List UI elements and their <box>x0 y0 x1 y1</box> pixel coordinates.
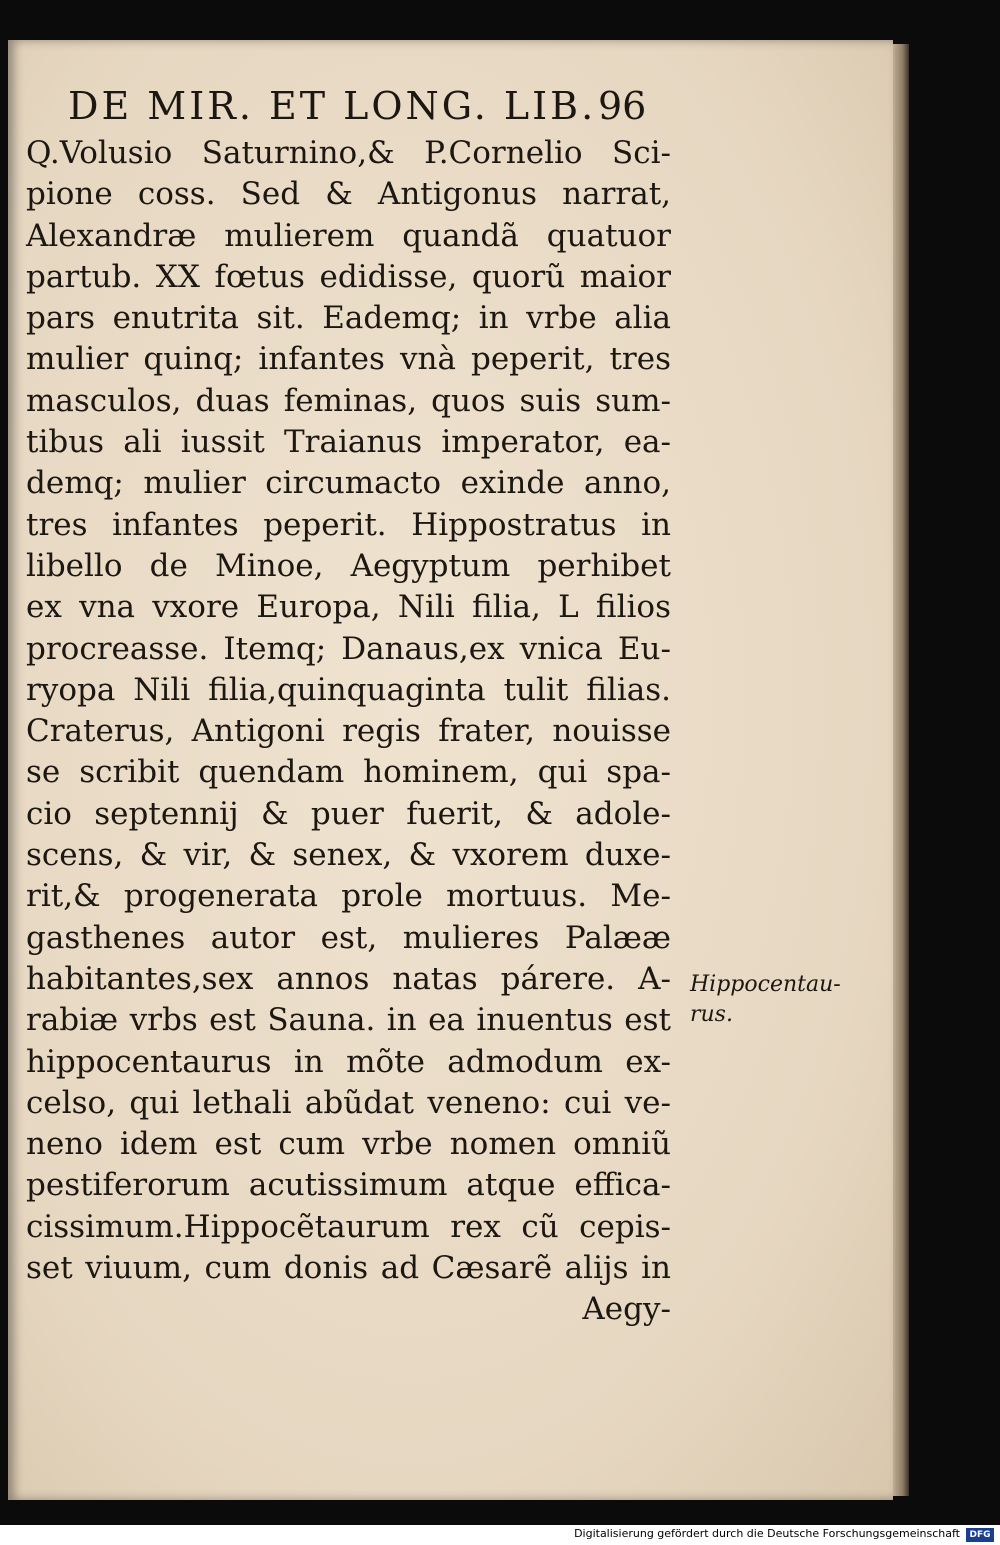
text-line: procreasse. Itemq; Danaus,ex vnica Eu- <box>26 630 671 667</box>
marginal-note-line: rus. <box>690 1002 733 1027</box>
text-line: ex vna vxore Europa, Nili filia, L filios <box>26 589 671 626</box>
page-number: 96 <box>598 84 647 128</box>
text-line: rit,& progenerata prole mortuus. Me- <box>26 878 671 915</box>
text-line: pars enutrita sit. Eademq; in vrbe alia <box>26 300 671 337</box>
catchword: Aegy- <box>582 1291 671 1328</box>
text-line: celso, qui lethali abũdat veneno: cui ve- <box>26 1084 671 1121</box>
text-line: se scribit quendam hominem, qui spa- <box>26 754 671 791</box>
text-line: ryopa Nili filia,quinquaginta tulit filias. <box>26 671 671 708</box>
text-line: tres infantes peperit. Hippostratus in <box>26 506 671 543</box>
text-line: cissimum.Hippocẽtaurum rex cũ cepis- <box>26 1208 671 1245</box>
body-text <box>26 133 671 1331</box>
text-line: Craterus, Antigoni regis frater, nouisse <box>26 713 671 750</box>
footer-credit: Digitalisierung gefördert durch die Deutsche Forschungsgemeinschaft <box>574 1527 960 1540</box>
text-line: hippocentaurus in mõte admodum ex- <box>26 1043 671 1080</box>
text-line: partub. XX fœtus edidisse, quorũ maior <box>26 258 671 295</box>
text-line: gasthenes autor est, mulieres Palææ <box>26 919 671 956</box>
footer-bar <box>0 1525 1000 1545</box>
text-line: cio septennij & puer fuerit, & adole- <box>26 795 671 832</box>
text-line: pestiferorum acutissimum atque effica- <box>26 1167 671 1204</box>
running-title: DE MIR. ET LONG. LIB. <box>68 84 597 128</box>
dfg-logo: DFG <box>966 1528 994 1542</box>
marginal-note <box>690 970 850 1030</box>
text-line: pione coss. Sed & Antigonus narrat, <box>26 176 671 213</box>
text-line: demq; mulier circumacto exinde anno, <box>26 465 671 502</box>
text-line: Q.Volusio Saturnino,& P.Cornelio Sci- <box>26 135 671 171</box>
page-edge <box>893 44 909 1496</box>
text-line: scens, & vir, & senex, & vxorem duxe- <box>26 837 671 874</box>
text-line: neno idem est cum vrbe nomen omniũ <box>26 1126 671 1163</box>
text-line: set viuum, cum donis ad Cæsarẽ alijs in <box>26 1250 671 1287</box>
text-line: habitantes,sex annos natas párere. A- <box>26 960 671 997</box>
text-line: rabiæ vrbs est Sauna. in ea inuentus est <box>26 1002 671 1039</box>
text-line: mulier quinq; infantes vnà peperit, tres <box>26 341 671 378</box>
text-line: masculos, duas feminas, quos suis sum- <box>26 382 671 419</box>
text-line: Alexandræ mulierem quandã quatuor <box>26 217 671 254</box>
marginal-note-line: Hippocentau- <box>690 972 841 997</box>
text-line: tibus ali iussit Traianus imperator, ea- <box>26 424 671 461</box>
text-line: libello de Minoe, Aegyptum perhibet <box>26 547 671 584</box>
